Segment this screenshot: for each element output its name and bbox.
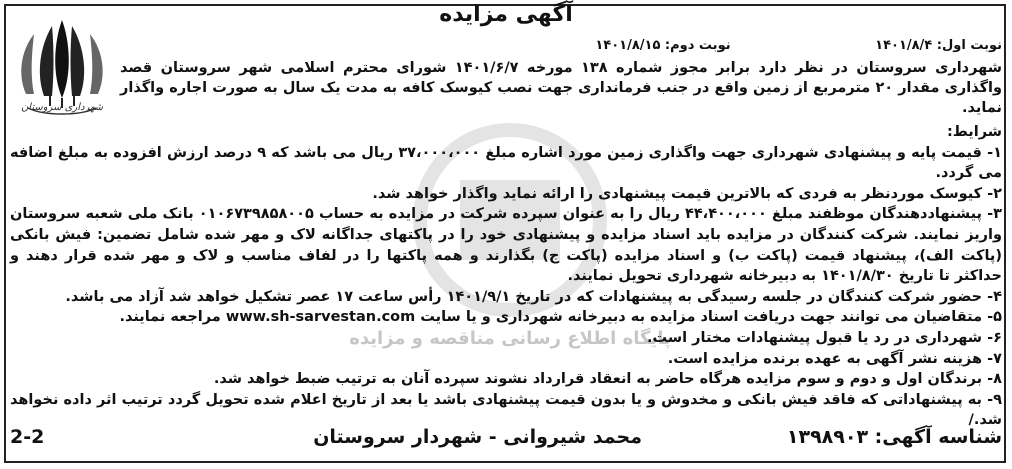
page-code: 2-2 — [10, 426, 45, 448]
conditions-label: شرایط: — [946, 124, 1002, 140]
signature: محمد شیروانی - شهردار سروستان — [313, 426, 642, 448]
municipality-logo — [14, 16, 110, 116]
notice-title: آگهی مزایده — [439, 2, 573, 27]
second-notice-date: نوبت دوم: ۱۴۰۱/۸/۱۵ — [595, 38, 731, 53]
logo-caption: شهرداری سروستان — [20, 102, 104, 113]
condition-item: ۷- هزینه نشر آگهی به عهده برنده مزایده است. — [667, 350, 1002, 367]
first-notice-date: نوبت اول: ۱۴۰۱/۸/۴ — [875, 38, 1002, 53]
notice-dates — [120, 38, 1002, 53]
notice-footer — [10, 424, 1002, 454]
condition-item: ۸- برندگان اول و دوم و سوم مزایده هرگاه حاضر به انعقاد قرارداد نشوند سپرده آنان به ترتیب ضبط خواهد شد. — [213, 371, 1002, 388]
condition-item: ۳- پیشنهاددهندگان موظفند مبلغ ۴۴،۴۰۰،۰۰۰ ریال را به عنوان سپرده شرکت در مزایده به حساب ۰۱۰۶۷۳۹۸۵۸۰۰۵ بانک ملی شعبه سروستان واریز نمایند. شرکت کنندگان در مزایده باید اسناد مزایده و پیشنهادی خود را در پاکتهای جداگانه لاک و مهر شده شامل تضمین: فیش بانکی (پاکت الف)، پیشنهاد قیمت (پاکت ب) و اسناد مزایده (پاکت ج) بگذارند و همه پاکتها را در لفاف مناسب و لاک و مهر شده قرار دهند و حداکثر تا تاریخ ۱۴۰۱/۸/۳۰ به دبیرخانه شهرداری تحویل نمایند. — [10, 206, 1002, 285]
condition-item: ۶- شهرداری در رد یا قبول پیشنهادات مختار است. — [647, 329, 1002, 346]
condition-item: ۲- کیوسک موردنظر به فردی که بالاترین قیمت پیشنهادی را ارائه نماید واگذار خواهد شد. — [372, 185, 1002, 202]
condition-item: ۵- متقاضیان می توانند جهت دریافت اسناد مزایده به دبیرخانه شهرداری و یا سایت www.sh-sarvestan.com مراجعه نمایند. — [119, 309, 1002, 326]
condition-item: ۹- به پیشنهاداتی که فاقد فیش بانکی و مخدوش و یا بدون قیمت پیشنهادی باشد یا بعد از تاریخ اعلام شده تحویل گردد ترتیب اثر داده نخواهد شد./ — [10, 391, 1002, 429]
conditions-section — [10, 122, 1002, 431]
intro-paragraph: شهرداری سروستان در نظر دارد برابر مجوز شماره ۱۳۸ مورخه ۱۴۰۱/۶/۷ شورای محترم اسلامی شهر سروستان قصد واگذاری مقدار ۲۰ مترمربع از زمین واقع در جنب فرمانداری جهت نصب کیوسک کافه به مدت یک سال به صورت اجاره واگذار نماید. — [120, 60, 1002, 116]
watermark-text: پایگاه اطلاع رسانی مناقصه و مزایده — [349, 328, 671, 349]
cypress-trees-logo-icon — [14, 16, 110, 116]
condition-item: ۴- حضور شرکت کنندگان در جلسه رسیدگی به پیشنهادات که در تاریخ ۱۴۰۱/۹/۱ رأس ساعت ۱۷ عصر تشکیل خواهد شد آزاد می باشد. — [65, 288, 1002, 305]
notice-id: شناسه آگهی: ۱۳۹۸۹۰۳ — [786, 426, 1002, 448]
condition-item: ۱- قیمت پایه و پیشنهادی شهرداری جهت واگذاری زمین مورد اشاره مبلغ ۳۷،۰۰۰،۰۰۰ ریال می باشد که ۹ درصد ارزش افزوده به مبلغ اضافه می گردد. — [10, 144, 1002, 182]
